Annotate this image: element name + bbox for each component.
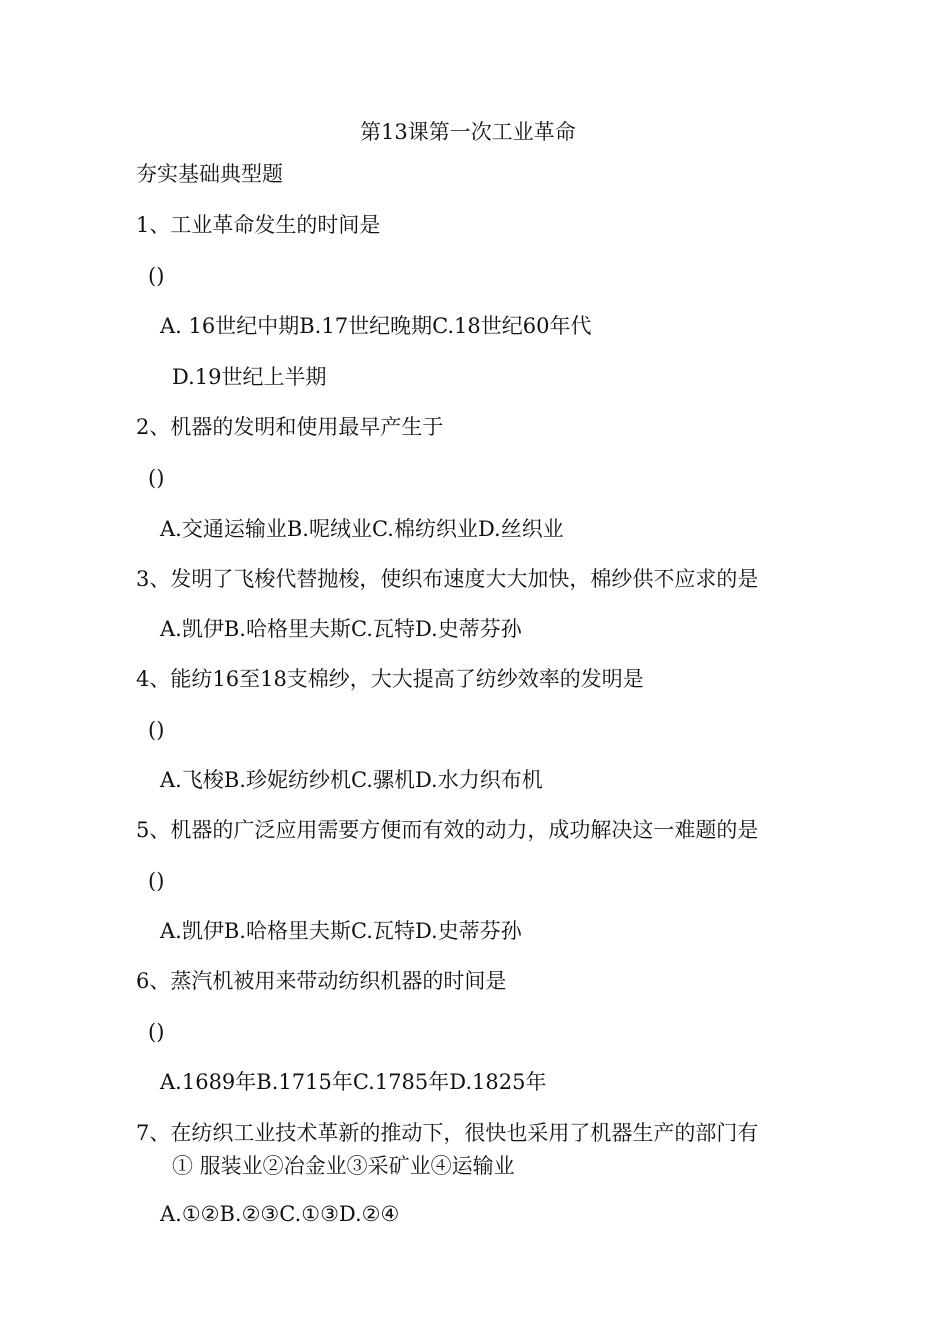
section-heading: 夯实基础典型题: [136, 162, 283, 186]
question-7-stem: 7、在纺织工业技术革新的推动下，很快也采用了机器生产的部门有: [136, 1121, 759, 1145]
question-1-answer-blank: (): [148, 264, 165, 288]
question-1-option-d: D.19世纪上半期: [172, 365, 327, 389]
question-7-items: ① 服装业②冶金业③采矿业④运输业: [172, 1154, 515, 1178]
question-6-stem: 6、蒸汽机被用来带动纺织机器的时间是: [136, 969, 507, 993]
question-2-stem: 2、机器的发明和使用最早产生于: [136, 415, 444, 439]
question-1-options: A. 16世纪中期B.17世纪晚期C.18世纪60年代: [160, 314, 592, 338]
page-title: 第13课第一次工业革命: [360, 120, 576, 144]
question-7-options: A.①②B.②③C.①③D.②④: [160, 1202, 400, 1226]
question-5-options: A.凯伊B.哈格里夫斯C.瓦特D.史蒂芬孙: [160, 919, 522, 943]
question-6-options: A.1689年B.1715年C.1785年D.1825年: [160, 1070, 547, 1094]
question-3-options: A.凯伊B.哈格里夫斯C.瓦特D.史蒂芬孙: [160, 617, 522, 641]
question-3-stem: 3、发明了飞梭代替抛梭，使织布速度大大加快，棉纱供不应求的是: [136, 567, 759, 591]
question-4-options: A.飞梭B.珍妮纺纱机C.骡机D.水力织布机: [160, 768, 543, 792]
question-6-answer-blank: (): [148, 1020, 165, 1044]
question-1-stem: 1、工业革命发生的时间是: [136, 213, 381, 237]
question-2-answer-blank: (): [148, 466, 165, 490]
question-4-answer-blank: (): [148, 718, 165, 742]
question-4-stem: 4、能纺16至18支棉纱，大大提高了纺纱效率的发明是: [136, 667, 644, 691]
question-2-options: A.交通运输业B.呢绒业C.棉纺织业D.丝织业: [160, 517, 564, 541]
question-5-stem: 5、机器的广泛应用需要方便而有效的动力，成功解决这一难题的是: [136, 818, 759, 842]
question-5-answer-blank: (): [148, 869, 165, 893]
